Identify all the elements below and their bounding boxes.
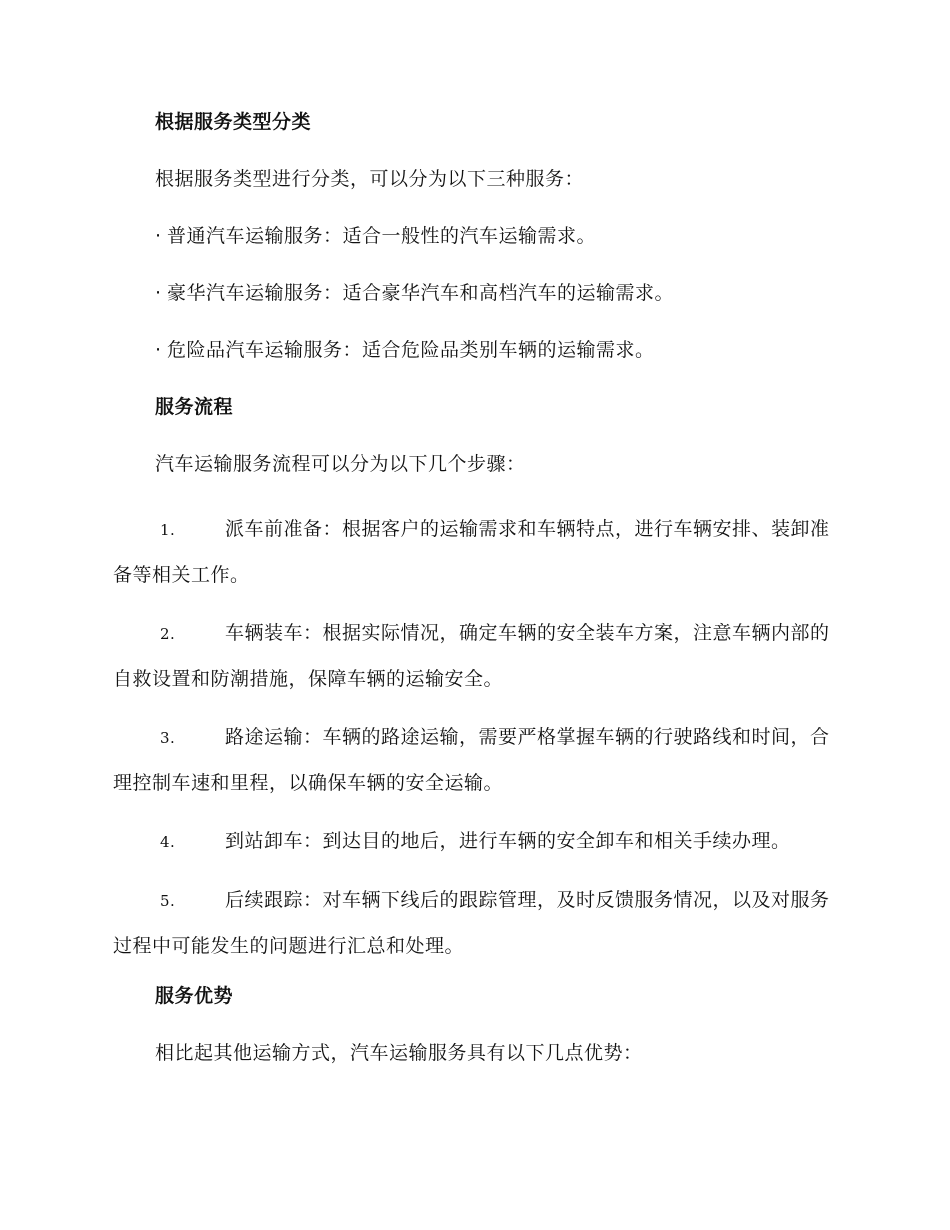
- step-number: 4.: [160, 833, 176, 851]
- bullet-text: 豪华汽车运输服务：适合豪华汽车和高档汽车的运输需求。: [167, 282, 675, 304]
- step-text: 车辆装车：根据实际情况，确定车辆的安全装车方案，注意车辆内部的自救设置和防潮措施，保障车辆的运输安全。: [113, 622, 830, 690]
- process-step: [113, 507, 838, 598]
- step-number: 2.: [160, 625, 176, 643]
- step-number: 3.: [160, 729, 176, 747]
- bullet-text: 危险品汽车运输服务：适合危险品类别车辆的运输需求。: [167, 339, 655, 361]
- step-text: 派车前准备：根据客户的运输需求和车辆特点，进行车辆安排、装卸准备等相关工作。: [113, 518, 830, 586]
- bullet-mark: ·: [155, 339, 162, 361]
- step-number: 5.: [160, 892, 176, 910]
- classification-intro: 根据服务类型进行分类，可以分为以下三种服务：: [155, 168, 585, 190]
- step-text: 路途运输：车辆的路途运输，需要严格掌握车辆的行驶路线和时间，合理控制车速和里程，以确保车辆的安全运输。: [113, 726, 830, 794]
- section-heading-advantages: 服务优势: [155, 985, 234, 1007]
- process-intro: 汽车运输服务流程可以分为以下几个步骤：: [155, 453, 526, 475]
- step-text: 后续跟踪：对车辆下线后的跟踪管理，及时反馈服务情况，以及对服务过程中可能发生的问题进行汇总和处理。: [113, 889, 830, 957]
- advantages-intro: 相比起其他运输方式，汽车运输服务具有以下几点优势：: [155, 1042, 643, 1064]
- step-number: 1.: [160, 521, 176, 539]
- bullet-item: [155, 222, 838, 250]
- section-heading-process: 服务流程: [155, 396, 234, 418]
- document-content: [113, 108, 838, 1096]
- process-step: [113, 715, 838, 806]
- bullet-mark: ·: [155, 282, 162, 304]
- bullet-text: 普通汽车运输服务：适合一般性的汽车运输需求。: [167, 225, 597, 247]
- step-text: 到站卸车：到达目的地后，进行车辆的安全卸车和相关手续办理。: [225, 830, 791, 852]
- bullet-mark: ·: [155, 225, 162, 247]
- process-step: [113, 611, 838, 702]
- process-step: [113, 819, 838, 865]
- bullet-item: [155, 336, 838, 364]
- bullet-item: [155, 279, 838, 307]
- section-heading-classification: 根据服务类型分类: [155, 111, 312, 133]
- process-step: [113, 878, 838, 969]
